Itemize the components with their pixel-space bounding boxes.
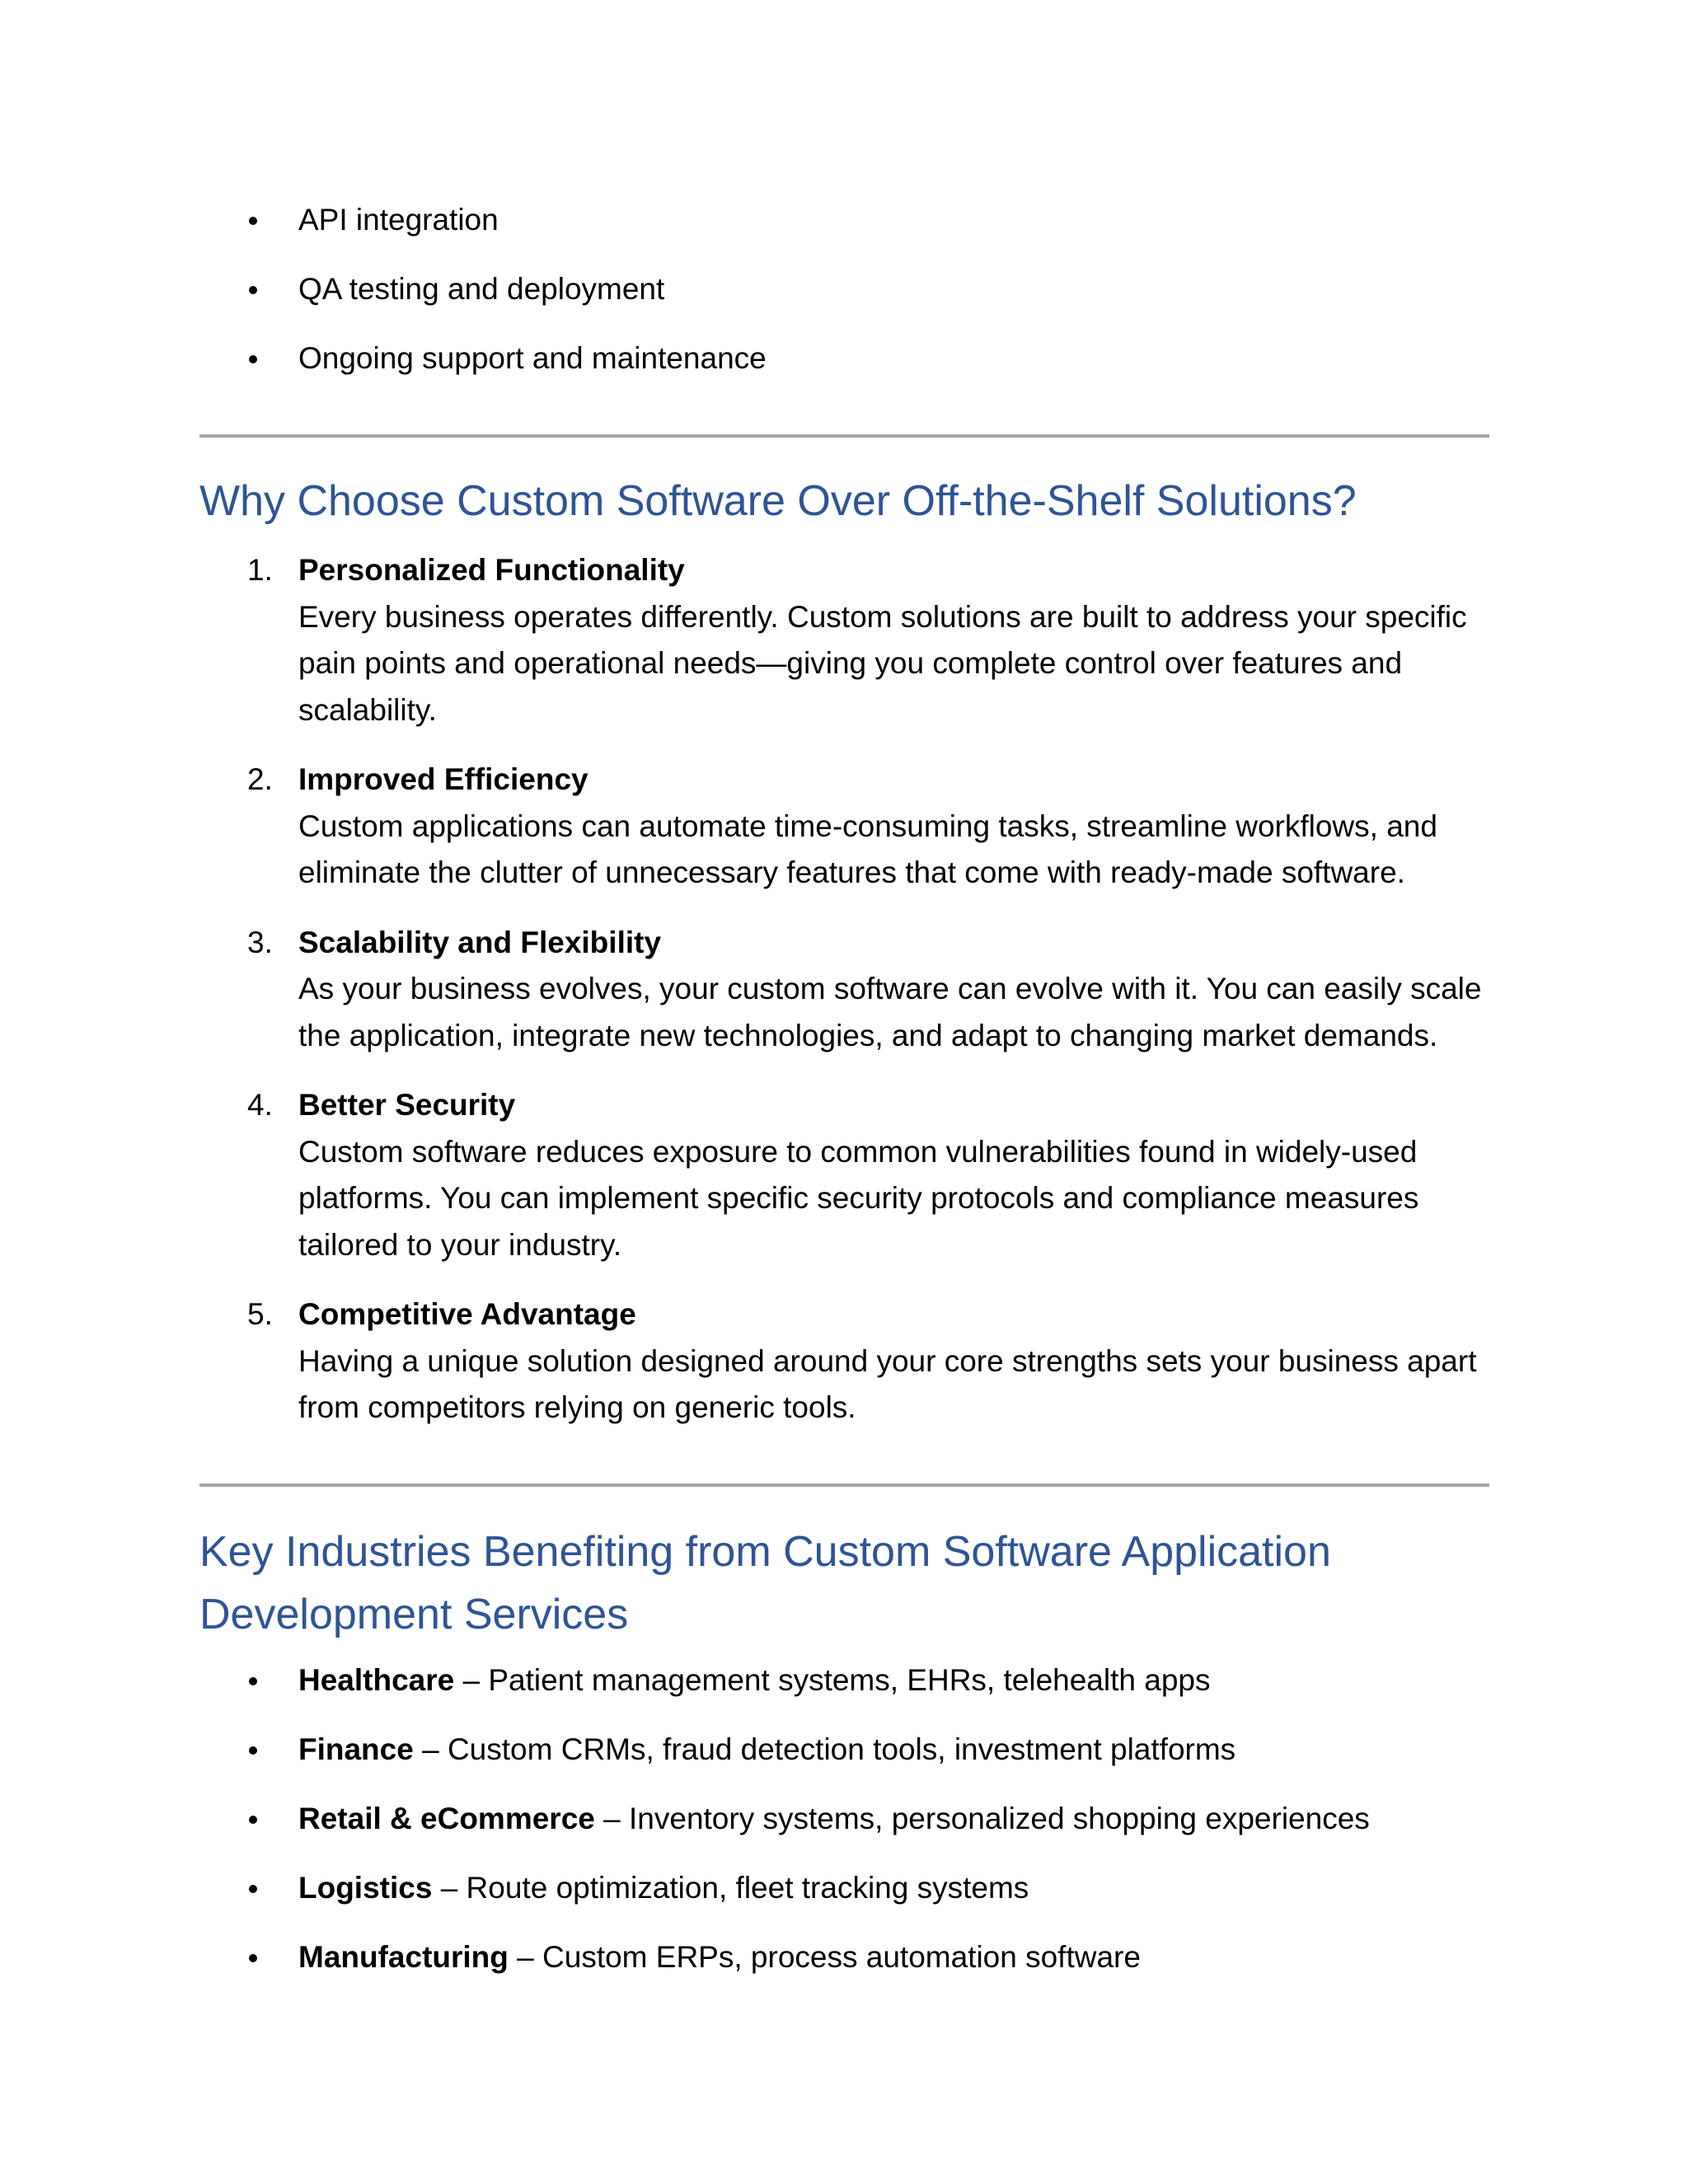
item-number: 2. — [247, 762, 273, 796]
list-item — [199, 197, 767, 243]
horizontal-divider — [199, 1483, 1489, 1487]
industries-bullet-list — [199, 1657, 1370, 2004]
list-item — [199, 1934, 1370, 1980]
bullet-icon — [249, 1677, 257, 1685]
industry-name: Retail & eCommerce — [298, 1802, 595, 1835]
reasons-numbered-list — [199, 547, 1489, 1455]
industry-name: Healthcare — [298, 1663, 455, 1697]
industry-description: – Custom ERPs, process automation software — [508, 1940, 1141, 1974]
item-description: Having a unique solution designed around your core strengths sets your business apart from competitors relying on generic tools. — [298, 1343, 1477, 1424]
item-number: 4. — [247, 1088, 273, 1122]
list-item — [199, 1865, 1370, 1911]
section-heading-key-industries: Key Industries Benefiting from Custom Software Application Development Services — [199, 1528, 1331, 1638]
item-description: Every business operates differently. Custom solutions are built to address your specific pain points and operational needs—giving you complete control over features and scalability. — [298, 599, 1467, 727]
industry-name: Finance — [298, 1732, 414, 1766]
numbered-item — [199, 920, 1489, 1060]
industry-description: – Patient management systems, EHRs, telehealth apps — [454, 1663, 1211, 1697]
bullet-icon — [249, 217, 257, 225]
numbered-item — [199, 1082, 1489, 1268]
industry-description: – Route optimization, fleet tracking systems — [432, 1871, 1029, 1905]
item-number: 1. — [247, 553, 273, 587]
horizontal-divider — [199, 434, 1489, 438]
industry-name: Manufacturing — [298, 1940, 509, 1974]
list-item — [199, 335, 767, 382]
item-title: Personalized Functionality — [298, 553, 685, 587]
industry-description: – Custom CRMs, fraud detection tools, investment platforms — [413, 1732, 1236, 1766]
list-item — [199, 1657, 1370, 1704]
list-item-text: QA testing and deployment — [298, 272, 665, 306]
list-item — [199, 1796, 1370, 1842]
industry-name: Logistics — [298, 1871, 433, 1905]
list-item — [199, 266, 767, 312]
bullet-icon — [249, 355, 257, 363]
list-item-text: API integration — [298, 203, 499, 237]
item-description: Custom applications can automate time-consuming tasks, streamline workflows, and eliminate the clutter of unnecessary features that come with ready-made software. — [298, 808, 1437, 889]
numbered-item — [199, 757, 1489, 897]
item-title: Improved Efficiency — [298, 762, 588, 796]
item-description: As your business evolves, your custom software can evolve with it. You can easily scale the application, integrate new technologies, and adapt to changing market demands. — [298, 972, 1482, 1052]
section-heading-why-custom: Why Choose Custom Software Over Off-the-Shelf Solutions? — [199, 477, 1357, 525]
list-item-text: Ongoing support and maintenance — [298, 341, 767, 375]
item-title: Better Security — [298, 1088, 516, 1122]
item-description: Custom software reduces exposure to common vulnerabilities found in widely-used platforms. You can implement specific security protocols and compliance measures tailored to your industry. — [298, 1134, 1419, 1262]
item-title: Competitive Advantage — [298, 1297, 636, 1331]
list-item — [199, 1727, 1370, 1773]
bullet-icon — [249, 1816, 257, 1824]
bullet-icon — [249, 1885, 257, 1893]
bullet-icon — [249, 286, 257, 294]
services-bullet-list — [199, 197, 767, 405]
item-number: 3. — [247, 925, 273, 959]
numbered-item — [199, 547, 1489, 733]
industry-description: – Inventory systems, personalized shopping experiences — [594, 1802, 1370, 1835]
bullet-icon — [249, 1954, 257, 1962]
numbered-item — [199, 1291, 1489, 1432]
item-title: Scalability and Flexibility — [298, 925, 662, 959]
item-number: 5. — [247, 1297, 273, 1331]
bullet-icon — [249, 1746, 257, 1755]
